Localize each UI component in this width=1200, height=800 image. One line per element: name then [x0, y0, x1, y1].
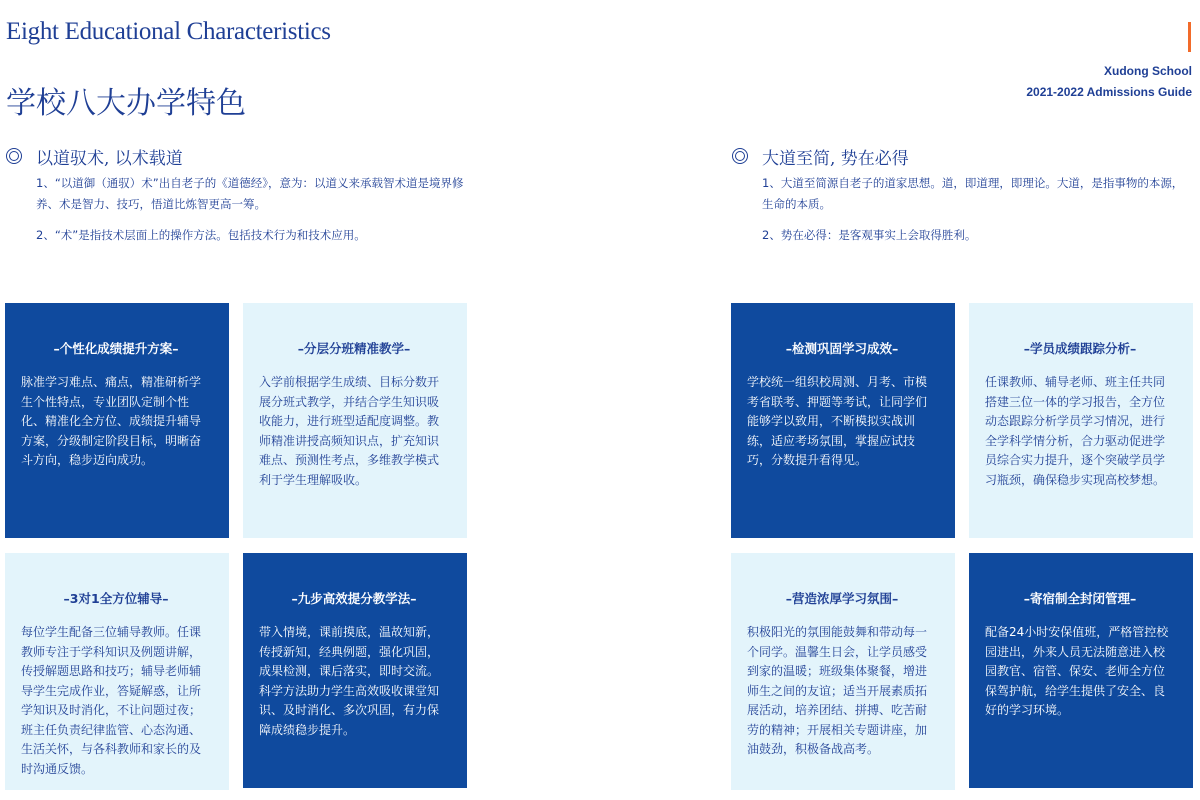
section-title: 以道驭术, 以术载道: [36, 148, 183, 169]
card-personalized-plan: [5, 303, 229, 538]
card-testing: [731, 303, 955, 538]
card-three-tutors: [5, 553, 229, 790]
card-body: 每位学生配备三位辅导教师。任课教师专注于学科知识及例题讲解，传授解题思路和技巧；辅导老师辅导学生完成作业，答疑解惑，让所学知识及时消化，不让问题过夜；班主任负责纪律监管、心态沟通、生活关怀，与各科教师和家长的及时沟通反馈。: [21, 625, 202, 776]
card-body: 学校统一组织校周测、月考、市模考省联考、押题等考试，让同学们能够学以致用，不断模拟实战训练，适应考场氛围，掌握应试技巧，分数提升看得见。: [747, 375, 928, 467]
card-body: 带入情境，课前摸底，温故知新，传授新知，经典例题，强化巩固，成果检测，课后落实，即时交流。科学方法助力学生高效吸收课堂知识、及时消化、多次巩固，有力保障成绩稳步提升。: [259, 625, 440, 737]
section-item: 1、大道至简源自老子的道家思想。道，即道理，即理论。大道，是指事物的本源，生命的本质。: [762, 176, 1184, 211]
section-heading: [732, 145, 1192, 167]
card-title: –3对1全方位辅导–: [63, 591, 169, 606]
card-boarding-management: [969, 553, 1193, 788]
section-item: 1、“以道御（通驭）术”出自老子的《道德经》，意为：以道义来承载智术道是境界修养、术是智力、技巧，悟道比炼智更高一筹。: [36, 176, 464, 211]
card-learning-atmosphere: [731, 553, 955, 790]
card-title: –个性化成绩提升方案–: [53, 341, 179, 356]
school-info: [1026, 61, 1192, 103]
card-title: –营造浓厚学习氛围–: [785, 591, 899, 606]
card-title: –检测巩固学习成效–: [785, 341, 899, 356]
page-title-chinese: 学校八大办学特色: [6, 86, 246, 121]
school-name: Xudong School: [1104, 64, 1192, 78]
section-right: [732, 145, 1192, 256]
card-body: 入学前根据学生成绩、目标分数开展分班式教学，并结合学生知识吸收能力，进行班型适配度调整。教师精准讲授高频知识点，扩充知识难点、预测性考点，多维教学模式利于学生理解吸收。: [259, 375, 440, 487]
section-item: 2、势在必得：是客观事实上会取得胜利。: [762, 228, 977, 242]
card-body: 脉准学习难点、痛点，精准研析学生个性特点，专业团队定制个性化、精准化全方位、成绩提升辅导方案，分级制定阶段目标，明晰奋斗方向，稳步迈向成功。: [21, 375, 202, 467]
card-nine-step-method: [243, 553, 467, 788]
card-body: 任课教师、辅导老师、班主任共同搭建三位一体的学习报告，全方位动态跟踪分析学员学习情况，进行全学科学情分析，合力驱动促进学员综合实力提升，逐个突破学员学习瓶颈，确保稳步实现高校梦想。: [985, 375, 1166, 487]
card-title: –分层分班精准教学–: [297, 341, 411, 356]
circle-bullet-icon: [732, 148, 748, 164]
section-heading: [6, 145, 476, 167]
card-tiered-teaching: [243, 303, 467, 538]
section-title: 大道至简, 势在必得: [762, 148, 909, 169]
section-item: 2、“术”是指技术层面上的操作方法。包括技术行为和技术应用。: [36, 228, 366, 242]
card-body: 积极阳光的氛围能鼓舞和带动每一个同学。温馨生日会，让学员感受到家的温暖；班级集体聚餐，增进师生之间的友谊；适当开展素质拓展活动，培养团结、拼搏、吃苦耐劳的精神；开展相关专题讲座，加油鼓劲，积极备战高考。: [747, 625, 928, 756]
card-title: –学员成绩跟踪分析–: [1023, 341, 1137, 356]
page-title-english: Eight Educational Characteristics: [6, 18, 331, 45]
section-left: [6, 145, 476, 256]
accent-bar: [1188, 22, 1191, 52]
card-title: –寄宿制全封闭管理–: [1023, 591, 1137, 606]
card-body: 配备24小时安保值班，严格管控校园进出，外来人员无法随意进入校园教官、宿管、保安、老师全方位保驾护航，给学生提供了安全、良好的学习环境。: [985, 625, 1169, 717]
circle-bullet-icon: [6, 148, 22, 164]
guide-name: 2021-2022 Admissions Guide: [1026, 85, 1192, 99]
card-score-tracking: [969, 303, 1193, 538]
card-title: –九步高效提分教学法–: [291, 591, 417, 606]
